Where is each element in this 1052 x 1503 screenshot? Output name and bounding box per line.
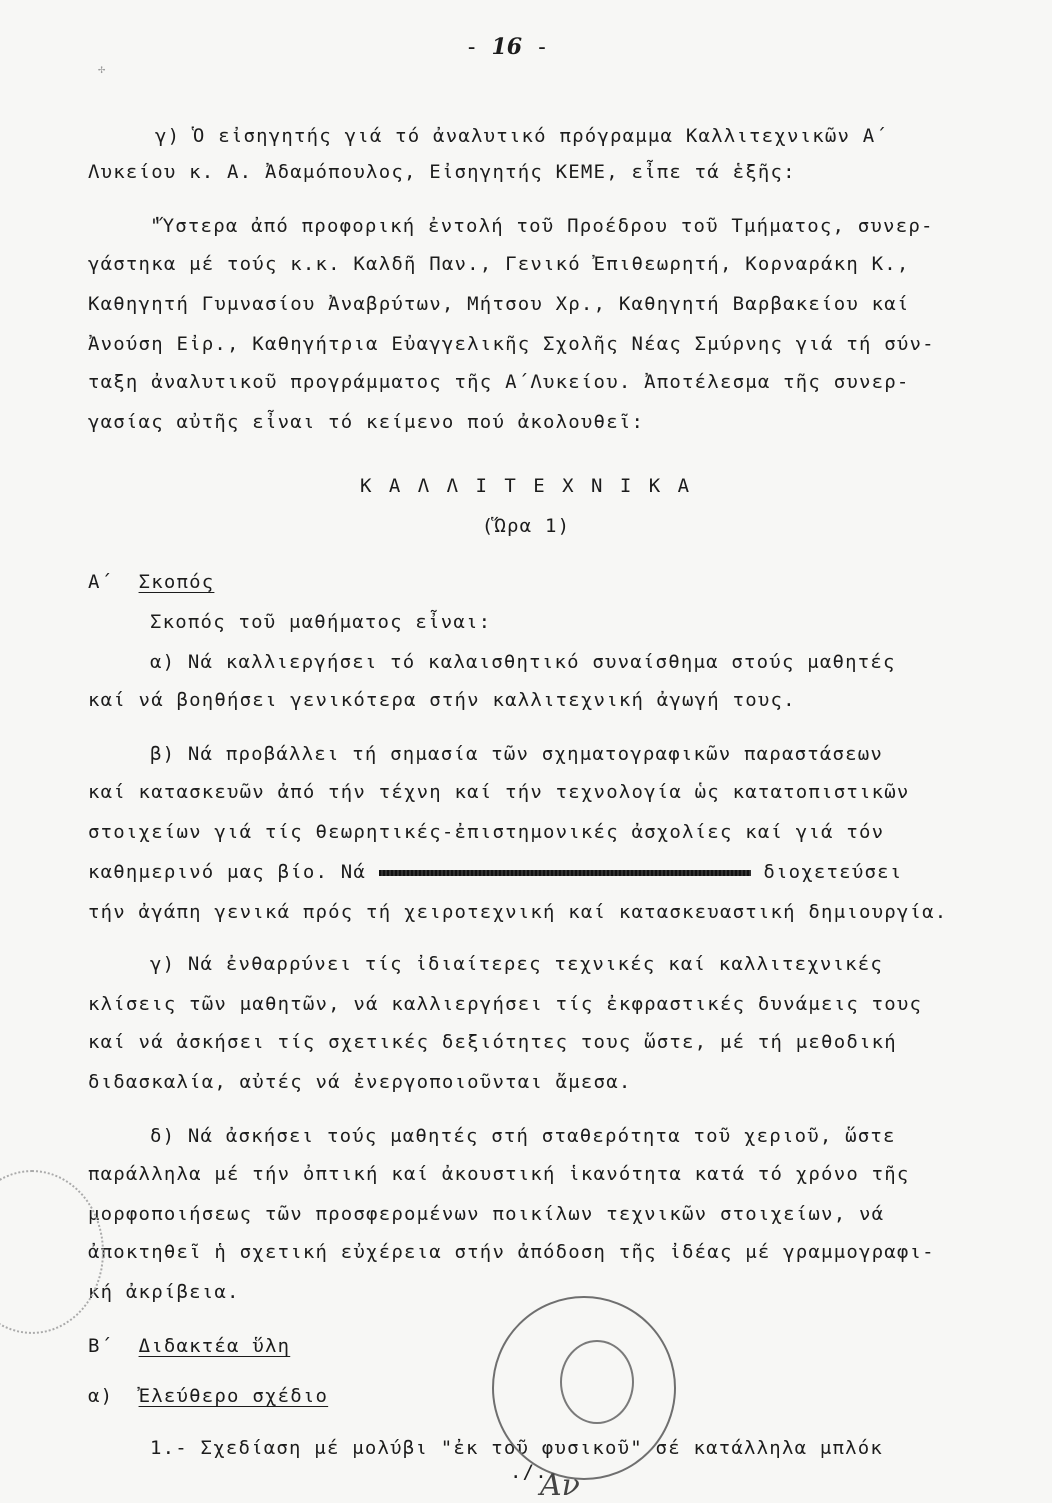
text-line: μορφοποιήσεως τῶν προσφερομένων ποικίλων τεχνικῶν στοιχείων, νά bbox=[88, 1203, 885, 1225]
page-number: - 16 - bbox=[465, 34, 549, 60]
subsection-a-label: α) bbox=[88, 1385, 114, 1407]
text-fragment: διοχετεύσει bbox=[763, 861, 903, 883]
margin-mark: ✢ bbox=[98, 62, 106, 76]
struck-out-text bbox=[379, 870, 751, 876]
text-line: διδασκαλία, αὐτές νά ἐνεργοποιοῦνται ἄμεσα. bbox=[88, 1071, 632, 1093]
text-line: 1.- Σχεδίαση μέ μολύβι "ἐκ τοῦ φυσικοῦ" σέ κατάλληλα μπλόκ bbox=[150, 1437, 884, 1459]
text-line: γασίας αὐτῆς εἶναι τό κείμενο πού ἀκολουθεῖ: bbox=[88, 411, 645, 433]
text-line: στοιχείων γιά τίς θεωρητικές-ἐπιστημονικές ἀσχολίες καί γιά τόν bbox=[88, 821, 885, 843]
seal-emblem bbox=[560, 1340, 634, 1424]
text-line: ἀποκτηθεῖ ἡ σχετική εὐχέρεια στήν ἀπόδοση τῆς ἰδέας μέ γραμμογραφι- bbox=[88, 1241, 935, 1263]
text-line: Ἀνούση Εἰρ., Καθηγήτρια Εὐαγγελικῆς Σχολῆς Νέας Σμύρνης γιά τή σύν- bbox=[88, 333, 935, 355]
document-subheading: (Ὥρα 1) bbox=[481, 515, 571, 537]
text-line: γ) Ὁ εἰσηγητής γιά τό ἀναλυτικό πρόγραμμα Καλλιτεχνικῶν Α΄ bbox=[155, 125, 889, 147]
text-line: τήν ἀγάπη γενικά πρός τή χειροτεχνική καί κατασκευαστική δημιουργία. bbox=[88, 901, 948, 923]
text-line bbox=[88, 860, 902, 884]
document-heading: Κ Α Λ Λ Ι Τ Ε Χ Ν Ι Κ Α bbox=[359, 475, 693, 497]
text-line: γάστηκα μέ τούς κ.κ. Καλδῆ Παν., Γενικό Ἐπιθεωρητή, Κορναράκη Κ., bbox=[88, 253, 910, 275]
text-line: ταξη ἀναλυτικοῦ προγράμματος τῆς Α΄Λυκείου. Ἀποτέλεσμα τῆς συνερ- bbox=[88, 371, 910, 393]
text-line: δ) Νά ἀσκήσει τούς μαθητές στή σταθερότητα τοῦ χεριοῦ, ὥστε bbox=[150, 1125, 896, 1147]
subsection-a-title: Ἐλεύθερο σχέδιο bbox=[138, 1385, 329, 1407]
text-line: καί νά βοηθήσει γενικότερα στήν καλλιτεχνική ἀγωγή τους. bbox=[88, 689, 796, 711]
text-line: "Ὕστερα ἀπό προφορική ἐντολή τοῦ Προέδρου τοῦ Τμήματος, συνερ- bbox=[150, 215, 934, 237]
text-fragment: καθημερινό μας βίο. Νά bbox=[88, 861, 367, 883]
text-line: κή ἀκρίβεια. bbox=[88, 1281, 240, 1303]
faint-stamp bbox=[0, 1170, 104, 1334]
text-line: Καθηγητή Γυμνασίου Ἀναβρύτων, Μήτσου Χρ., Καθηγητή Βαρβακείου καί bbox=[88, 293, 910, 315]
section-a-heading bbox=[88, 570, 214, 594]
section-b-label: Β΄ bbox=[88, 1335, 114, 1357]
subsection-a-heading bbox=[88, 1384, 328, 1408]
text-line: κλίσεις τῶν μαθητῶν, νά καλλιεργήσει τίς ἐκφραστικές δυνάμεις τους bbox=[88, 993, 923, 1015]
text-line: γ) Νά ἐνθαρρύνει τίς ἰδιαίτερες τεχνικές καί καλλιτεχνικές bbox=[150, 953, 884, 975]
text-line: β) Νά προβάλλει τή σημασία τῶν σχηματογραφικῶν παραστάσεων bbox=[150, 743, 884, 765]
section-b-title: Διδακτέα ὕλη bbox=[138, 1335, 291, 1357]
text-line: α) Νά καλλιεργήσει τό καλαισθητικό συναίσθημα στούς μαθητές bbox=[150, 651, 896, 673]
text-line: παράλληλα μέ τήν ὀπτική καί ἀκουστική ἱκανότητα κατά τό χρόνο τῆς bbox=[88, 1163, 910, 1185]
text-line: Λυκείου κ. Α. Ἀδαμόπουλος, Εἰσηγητής ΚΕΜΕ, εἶπε τά ἑξῆς: bbox=[88, 161, 796, 183]
text-line: καί κατασκευῶν ἀπό τήν τέχνη καί τήν τεχνολογία ὡς κατατοπιστικῶν bbox=[88, 781, 910, 803]
continuation-mark: ./. bbox=[510, 1461, 548, 1483]
text-line: καί νά ἀσκήσει τίς σχετικές δεξιότητες τους ὥστε, μέ τή μεθοδική bbox=[88, 1031, 897, 1053]
handwritten-signature: Αν bbox=[540, 1468, 580, 1503]
text-line: Σκοπός τοῦ μαθήματος εἶναι: bbox=[150, 611, 492, 633]
section-a-title: Σκοπός bbox=[138, 571, 215, 593]
section-a-label: Α΄ bbox=[88, 571, 114, 593]
section-b-heading bbox=[88, 1334, 290, 1358]
